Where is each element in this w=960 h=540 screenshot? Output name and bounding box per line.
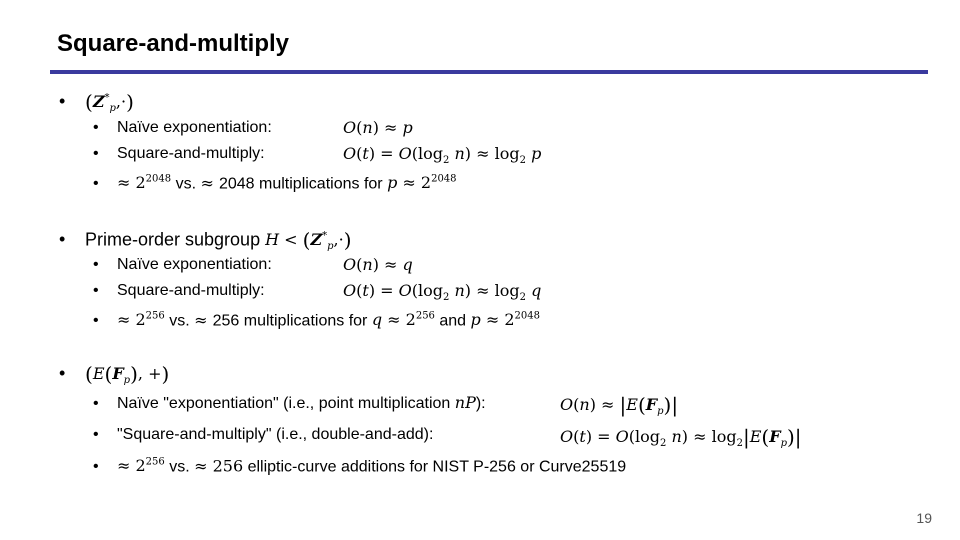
item-label: Square-and-multiply: [117, 145, 265, 162]
bullet-dot: • [59, 363, 66, 383]
item-label: Naïve exponentiation: [117, 119, 272, 136]
list-item: • "Square-and-multiply" (i.e., double-and-add): [93, 426, 434, 443]
item-label: Naïve "exponentiation" (i.e., point multiplication [117, 395, 455, 412]
item-text-vs: vs. [164, 312, 195, 330]
bullet-dot: • [59, 91, 66, 112]
formula: $O(t) = O(\log_2$ $n) \approx \log_2 q$ [343, 281, 542, 304]
section-label: Prime-order subgroup [85, 229, 266, 250]
item-text-vs: vs. [171, 175, 201, 193]
list-item: • Square-and-multiply: [93, 282, 265, 299]
math-ec-group: ($E(F_p)$, +) [85, 362, 170, 387]
list-item: • Naïve exponentiation: [93, 119, 272, 136]
bullet-group-subgroup: • Prime-order subgroup $H < (Z^*_p,\cdot)$ [59, 228, 352, 253]
title-underline [50, 70, 928, 74]
list-item: • ≈ $2^{256}$ vs. ≈ 256 multiplications for $q \approx 2^{256}$ and $p \approx 2^{2048}$ [93, 310, 540, 330]
bullet-dot: • [59, 229, 66, 250]
math-zp-group: $(Z^*_p,\cdot)$ [85, 90, 134, 115]
list-item: • ≈ $2^{256}$ vs. ≈ 256 elliptic-curve additions for NIST P-256 or Curve25519 [93, 456, 627, 476]
bullet-group-ec [59, 362, 169, 392]
formula: O(n) ≈ q [343, 255, 413, 274]
formula: $O(t) = O(\log_2$ $n) \approx \log_2 p$ [343, 144, 542, 167]
formula: $O(t) = O(\log_2$ $n) \approx \log_2|E(F_p)|$ [560, 425, 802, 450]
list-item: • Naïve exponentiation: [93, 256, 272, 273]
list-item: • Square-and-multiply: [93, 145, 265, 162]
item-label: "Square-and-multiply" (i.e., double-and-add): [117, 426, 434, 443]
item-label: Naïve exponentiation: [117, 256, 272, 273]
list-item: • Naïve "exponentiation" (i.e., point multiplication nP): [93, 393, 486, 412]
item-label: Square-and-multiply: [117, 282, 265, 299]
item-text-tail: multiplications for [239, 312, 372, 330]
item-text-and: and [434, 312, 471, 330]
item-text-vs: vs. [164, 458, 195, 476]
page-number: 19 [916, 510, 932, 526]
bullet-group-zp [59, 88, 134, 121]
item-text-tail: elliptic-curve additions for NIST P-256 or Curve25519 [243, 458, 627, 476]
list-item: • ≈ $2^{2048}$ vs. ≈ 2048 multiplications for $p \approx 2^{2048}$ [93, 173, 457, 193]
formula: O(n) ≈ p [343, 118, 413, 137]
formula: $O(n) \approx |E(F_p)|$ [560, 393, 679, 418]
item-text-tail: multiplications for [254, 175, 388, 193]
slide-title: Square-and-multiply [57, 30, 290, 57]
